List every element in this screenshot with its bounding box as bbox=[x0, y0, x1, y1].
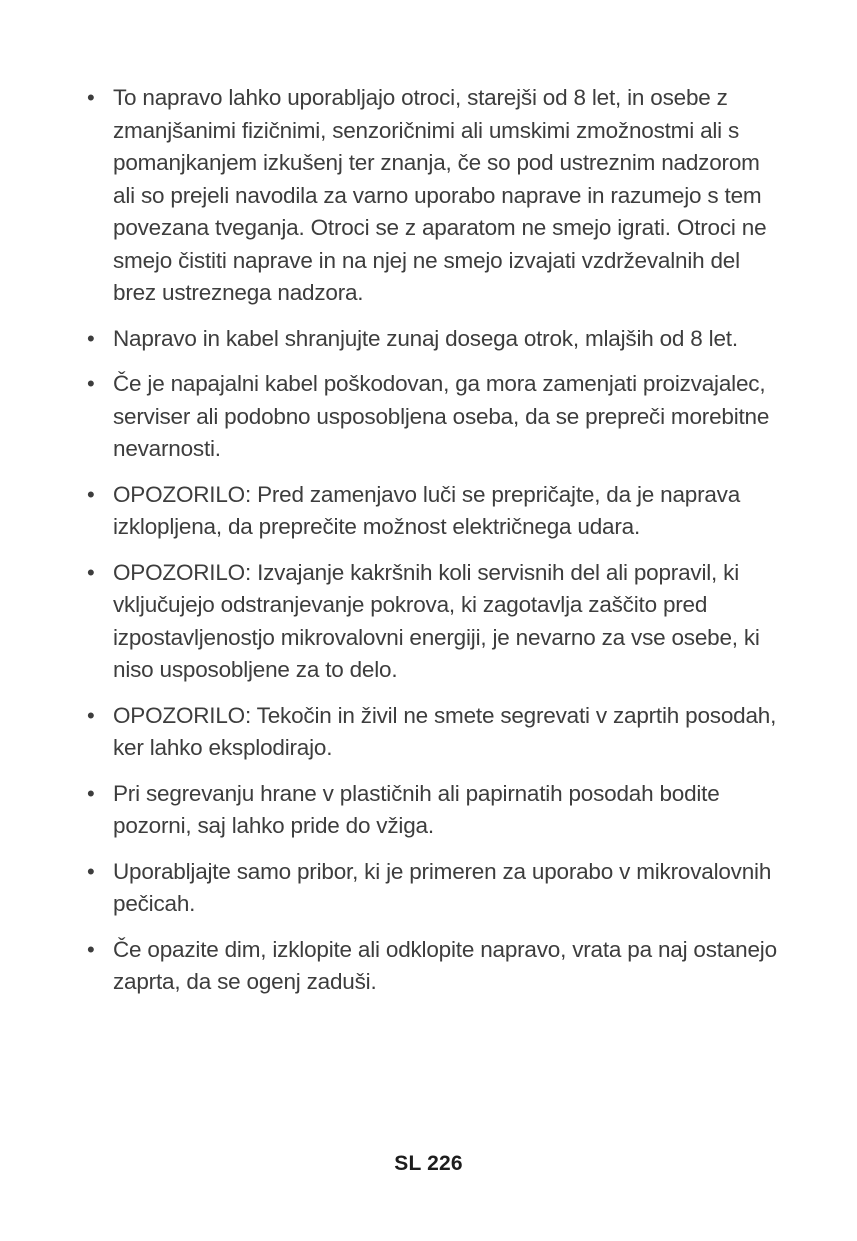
list-item: • Pri segrevanju hrane v plastičnih ali papirnatih posodah bodite pozorni, saj lahko pride do vžiga. bbox=[85, 778, 785, 843]
list-item: • Če opazite dim, izklopite ali odklopite napravo, vrata pa naj ostanejo zaprta, da se ogenj zaduši. bbox=[85, 934, 785, 999]
list-item: • Napravo in kabel shranjujte zunaj dosega otrok, mlajših od 8 let. bbox=[85, 323, 785, 356]
list-item: • Uporabljajte samo pribor, ki je primeren za uporabo v mikrovalovnih pečicah. bbox=[85, 856, 785, 921]
list-item: • OPOZORILO: Tekočin in živil ne smete segrevati v zaprtih posodah, ker lahko eksplodirajo. bbox=[85, 700, 785, 765]
list-item: • Če je napajalni kabel poškodovan, ga mora zamenjati proizvajalec, serviser ali podobno usposobljena oseba, da se prepreči morebitne nevarnosti. bbox=[85, 368, 785, 466]
safety-bullet-list bbox=[85, 82, 785, 1012]
page-number: SL 226 bbox=[394, 1152, 463, 1175]
list-item: • To napravo lahko uporabljajo otroci, starejši od 8 let, in osebe z zmanjšanimi fizičnimi, senzoričnimi ali umskimi zmožnostmi ali s pomanjkanjem izkušenj ter znanja, če so pod ustreznim nadzorom ali so prejeli navodila za varno uporabo naprave in razumejo s tem povezana tveganja. Otroci se z aparatom ne smejo igrati. Otroci ne smejo čistiti naprave in na njej ne smejo izvajati vzdrževalnih del brez ustreznega nadzora. bbox=[85, 82, 785, 310]
list-item: • OPOZORILO: Pred zamenjavo luči se prepričajte, da je naprava izklopljena, da preprečite možnost električnega udara. bbox=[85, 479, 785, 544]
list-item: • OPOZORILO: Izvajanje kakršnih koli servisnih del ali popravil, ki vključujejo odstranjevanje pokrova, ki zagotavlja zaščito pred izpostavljenostjo mikrovalovni energiji, je nevarno za vse osebe, ki niso usposobljene za to delo. bbox=[85, 557, 785, 687]
